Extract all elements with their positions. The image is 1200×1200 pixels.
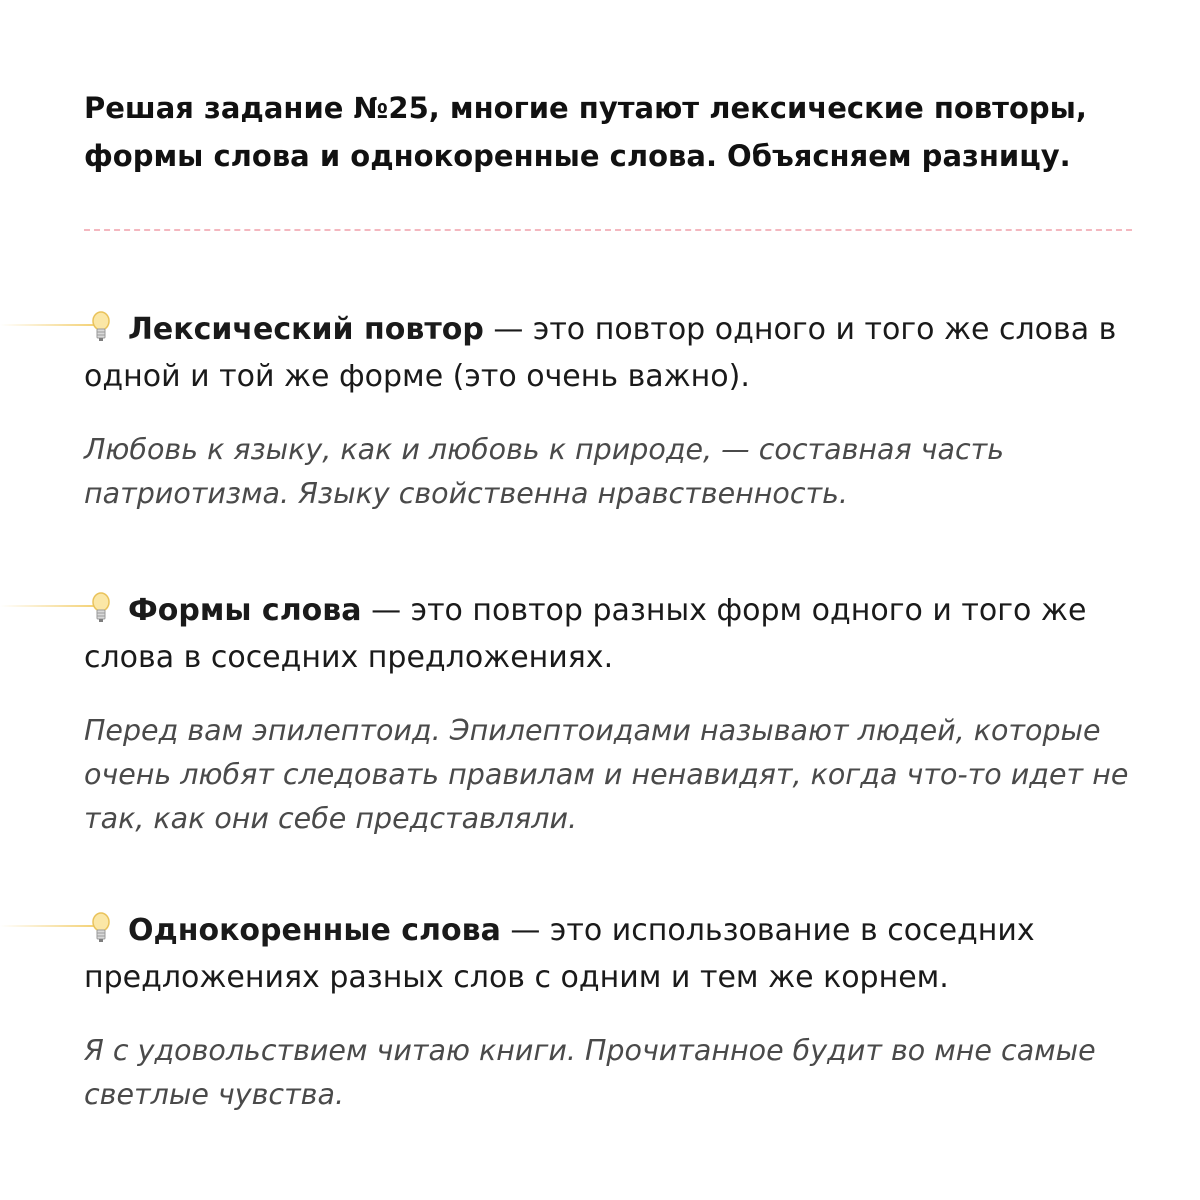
term-title: Лексический повтор bbox=[128, 312, 484, 347]
example-text: Перед вам эпилептоид. Эпилептоидами называют людей, которые очень любят следовать правилам и ненавидят, когда что-то идет не так, как они себе представляли. bbox=[84, 714, 1129, 835]
section-lexical-repeat bbox=[84, 306, 1174, 516]
example-text: Любовь к языку, как и любовь к природе, — составная часть патриотизма. Языку свойственна нравственность. bbox=[84, 433, 1005, 510]
definition bbox=[84, 907, 1174, 1001]
intro-text: Решая задание №25, многие путают лексические повторы, формы слова и однокоренные слова. Объясняем разницу. bbox=[84, 91, 1087, 173]
section-word-forms bbox=[84, 587, 1174, 841]
example-text: Я с удовольствием читаю книги. Прочитанное будит во мне самые светлые чувства. bbox=[84, 1034, 1096, 1111]
definition-text: — это использование в соседних предложениях разных слов с одним и тем же корнем. bbox=[84, 913, 1035, 995]
definition-text: — это повтор разных форм одного и того же слова в соседних предложениях. bbox=[84, 593, 1087, 675]
section-cognate-words bbox=[84, 907, 1174, 1117]
term-title: Однокоренные слова bbox=[128, 913, 501, 948]
definition bbox=[84, 587, 1174, 681]
definition-text: — это повтор одного и того же слова в одной и той же форме (это очень важно). bbox=[84, 312, 1117, 394]
term-title: Формы слова bbox=[128, 593, 362, 628]
dashed-divider bbox=[84, 229, 1132, 231]
definition bbox=[84, 306, 1174, 400]
